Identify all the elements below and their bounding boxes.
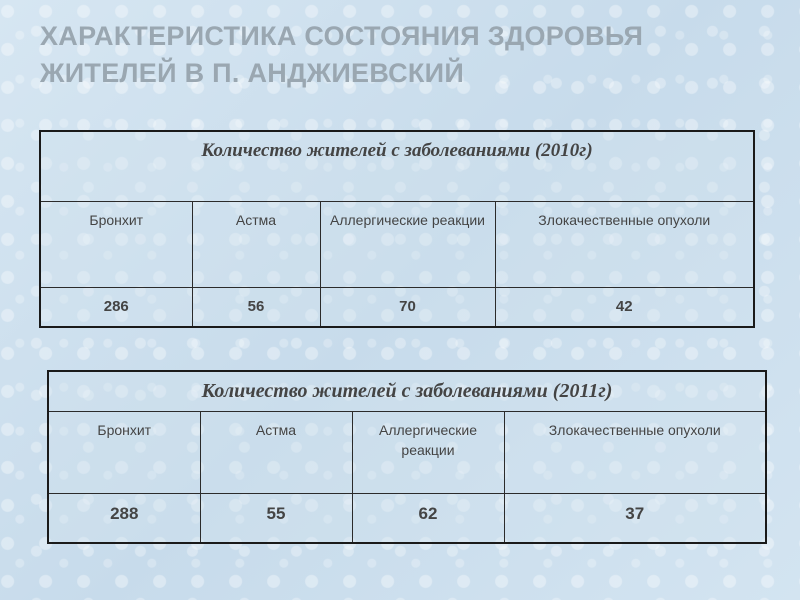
table-2011-header: Количество жителей с заболеваниями (2011г) (48, 371, 766, 411)
slide-title-line-2: ЖИТЕЛЕЙ В П. АНДЖИЕВСКИЙ (40, 58, 465, 88)
table-2011 (47, 370, 767, 544)
col-asthma: Астма (192, 201, 320, 287)
val-malignant-tumors: 42 (495, 287, 754, 327)
col-asthma: Астма (200, 411, 352, 493)
table-2010 (39, 130, 755, 328)
val-allergic-reactions: 62 (352, 493, 504, 543)
slide-title-line-1: ХАРАКТЕРИСТИКА СОСТОЯНИЯ ЗДОРОВЬЯ (40, 21, 644, 51)
val-bronchitis: 286 (40, 287, 192, 327)
col-bronchitis: Бронхит (40, 201, 192, 287)
val-bronchitis: 288 (48, 493, 200, 543)
col-allergic-reactions: Аллергические реакции (352, 411, 504, 493)
table-2010-header: Количество жителей с заболеваниями (2010г) (40, 131, 754, 201)
val-asthma: 56 (192, 287, 320, 327)
col-malignant-tumors: Злокачественные опухоли (504, 411, 766, 493)
table-2011-column-row (48, 411, 766, 493)
table-2010-column-row (40, 201, 754, 287)
val-allergic-reactions: 70 (320, 287, 495, 327)
val-asthma: 55 (200, 493, 352, 543)
table-2010-value-row (40, 287, 754, 327)
col-bronchitis: Бронхит (48, 411, 200, 493)
col-malignant-tumors: Злокачественные опухоли (495, 201, 754, 287)
table-2011-value-row (48, 493, 766, 543)
val-malignant-tumors: 37 (504, 493, 766, 543)
col-allergic-reactions: Аллергические реакции (320, 201, 495, 287)
slide-title (40, 18, 760, 92)
